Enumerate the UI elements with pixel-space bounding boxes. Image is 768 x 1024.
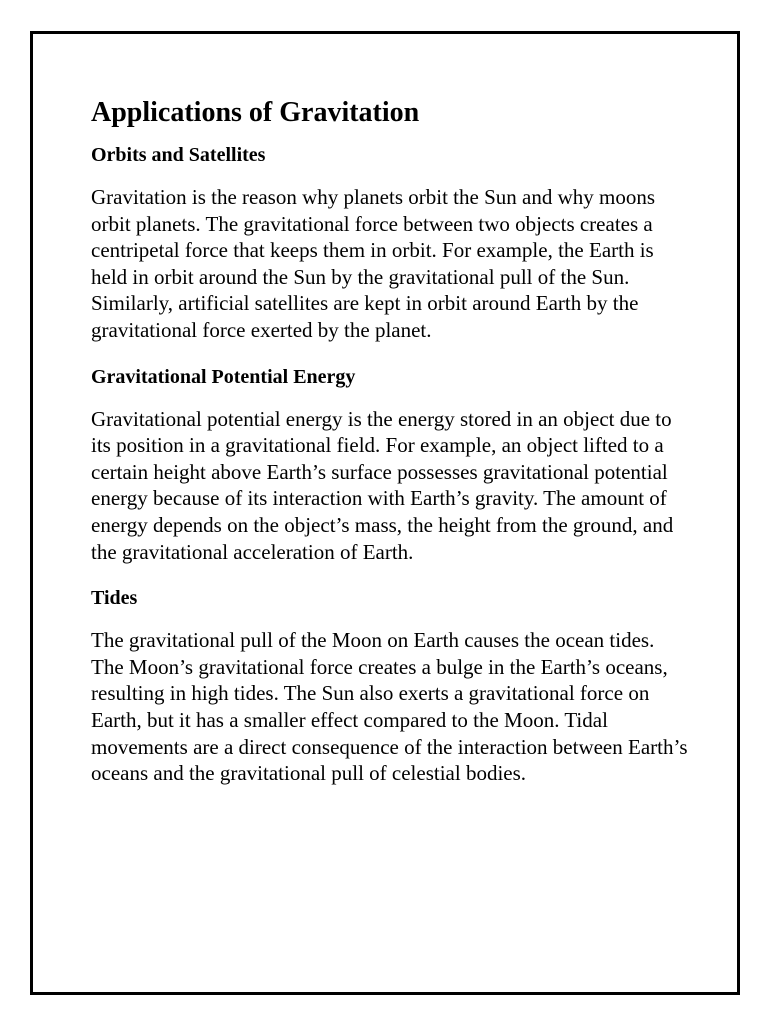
section-paragraph: The gravitational pull of the Moon on Earth causes the ocean tides. The Moon’s gravitational force creates a bulge in the Earth’s oceans, resulting in high tides. The Sun also exerts a gravitational force on Earth, but it has a smaller effect compared to the Moon. Tidal movements are a direct consequence of the interaction between Earth’s oceans and the gravitational pull of celestial bodies. <box>91 628 688 786</box>
section-paragraph: Gravitation is the reason why planets orbit the Sun and why moons orbit planets. The gravitational force between two objects creates a centripetal force that keeps them in orbit. For example, the Earth is held in orbit around the Sun by the gravitational pull of the Sun. Similarly, artificial satellites are kept in orbit around Earth by the gravitational force exerted by the planet. <box>91 185 655 342</box>
section-heading: Tides <box>91 587 138 610</box>
section-tides <box>91 585 691 787</box>
section-gravitational-potential-energy <box>91 364 691 566</box>
section-heading: Orbits and Satellites <box>91 144 266 166</box>
section-paragraph: Gravitational potential energy is the energy stored in an object due to its position in a gravitational field. For example, an object lifted to a certain height above Earth’s surface possesses gravitational potential energy because of its interaction with Earth’s gravity. The amount of energy depends on the object’s mass, the height from the ground, and the gravitational acceleration of Earth. <box>91 406 674 564</box>
section-heading: Gravitational Potential Energy <box>91 365 356 388</box>
document-title: Applications of Gravitation <box>91 97 420 128</box>
section-orbits-and-satellites <box>91 142 691 344</box>
document-page <box>30 31 740 995</box>
document-content <box>91 96 691 807</box>
